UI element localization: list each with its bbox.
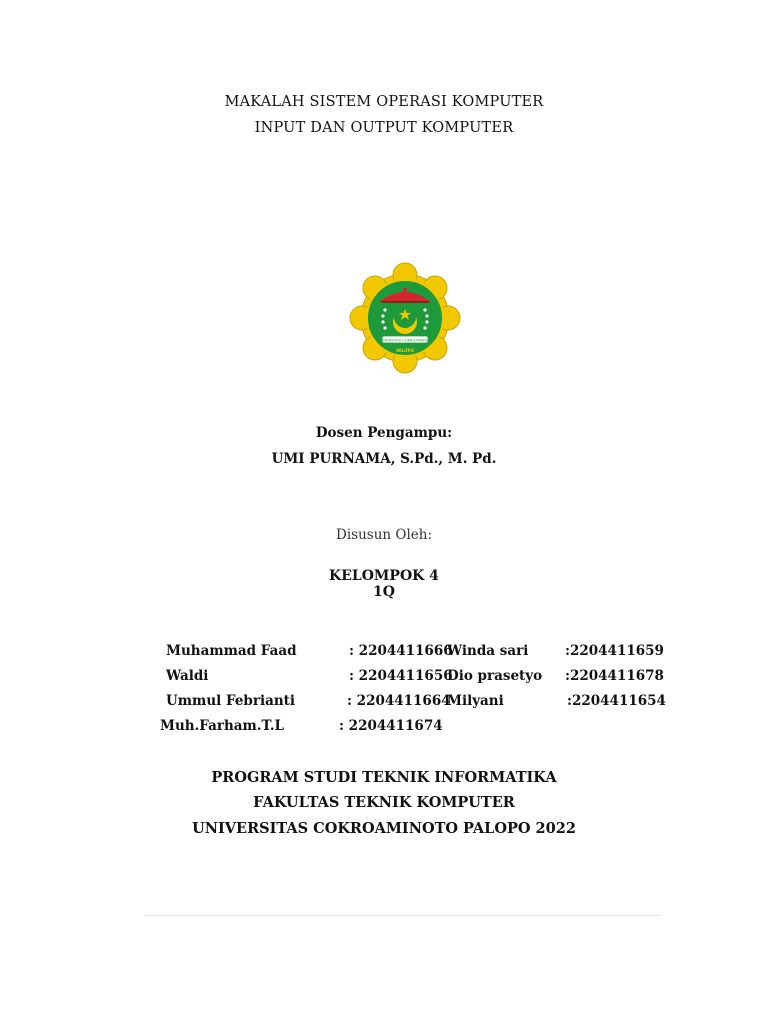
logo-band-text: UNIVERSITAS COKROAMINOTO	[377, 338, 433, 343]
university-logo	[349, 262, 461, 374]
group-name: KELOMPOK 4	[329, 568, 439, 584]
faculty: FAKULTAS TEKNIK KOMPUTER	[253, 794, 515, 811]
university-year: UNIVERSITAS COKROAMINOTO PALOPO 2022	[192, 820, 576, 837]
compiled-by-label: Disusun Oleh:	[336, 527, 432, 543]
member-name: Ummul Febrianti	[166, 693, 296, 709]
lecturer-name: UMI PURNAMA, S.Pd., M. Pd.	[271, 451, 497, 467]
member-nim: : 2204411664	[347, 693, 451, 709]
member-nim: : 2204411674	[339, 718, 443, 734]
document-title: MAKALAH SISTEM OPERASI KOMPUTER	[224, 94, 544, 110]
university-seal-icon	[349, 262, 461, 374]
member-name: Muhammad Faad	[166, 643, 297, 659]
logo-city-text: PALOPO	[396, 348, 414, 353]
lecturer-label: Dosen Pengampu:	[315, 425, 453, 441]
member-name: Waldi	[166, 668, 209, 684]
member-nim: :2204411678	[565, 668, 664, 684]
member-name: Dio prasetyo	[447, 668, 543, 684]
member-name: Milyani	[447, 693, 504, 709]
member-nim: : 2204411656	[349, 668, 453, 684]
member-nim: : 2204411666	[349, 643, 453, 659]
member-name: Muh.Farham.T.L	[160, 718, 285, 734]
member-nim: :2204411654	[567, 693, 666, 709]
study-program: PROGRAM STUDI TEKNIK INFORMATIKA	[211, 769, 557, 786]
class-name: 1Q	[373, 584, 395, 600]
member-name: Winda sari	[447, 643, 529, 659]
page-divider	[144, 915, 660, 916]
member-nim: :2204411659	[565, 643, 664, 659]
document-subtitle: INPUT DAN OUTPUT KOMPUTER	[254, 120, 514, 136]
